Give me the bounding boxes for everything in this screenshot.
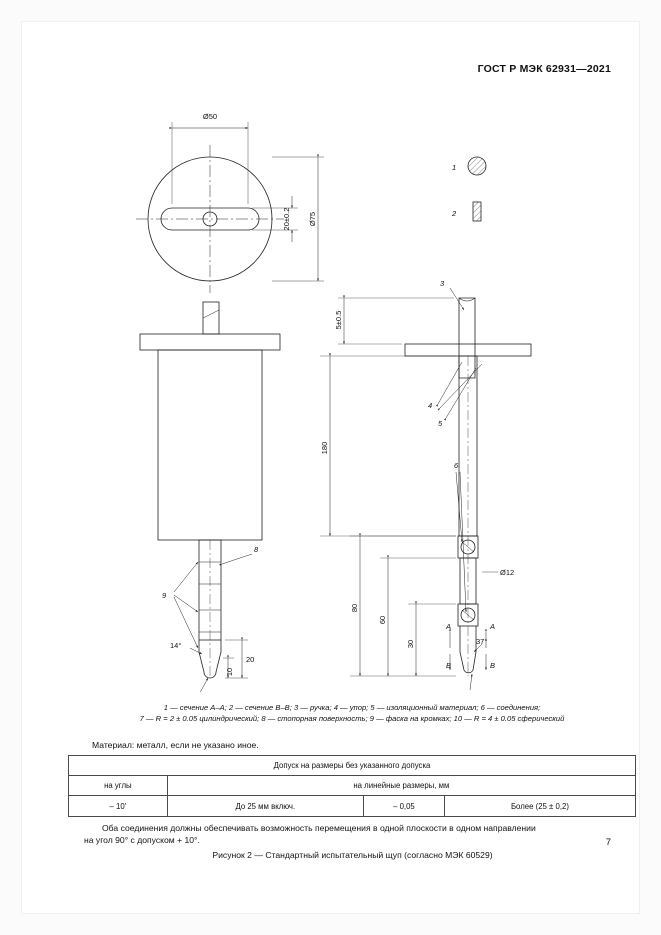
figure-caption: Рисунок 2 — Стандартный испытательный щуп (согласно МЭК 60529) — [212, 850, 493, 860]
dim-diameter-12: Ø12 — [500, 568, 515, 577]
section-mark-b-left: B — [446, 661, 452, 670]
material-note: Материал: металл, если не указано иное. — [92, 740, 259, 750]
tolerance-table — [68, 755, 636, 817]
closing-note — [84, 822, 624, 847]
dim-180: 180 — [320, 441, 329, 455]
section-mark-a-right: A — [490, 622, 496, 631]
tolerance-value-over25: Более (25 ± 0,2) — [444, 796, 635, 817]
dim-diameter-75: Ø75 — [308, 211, 317, 227]
dim-20: 20 — [246, 655, 255, 664]
dim-10: 10 — [225, 667, 234, 677]
figure-legend — [82, 702, 622, 725]
page-number: 7 — [605, 837, 611, 848]
table-row — [69, 796, 636, 817]
table-row — [69, 776, 636, 796]
tolerance-col-angles: на углы — [69, 776, 168, 796]
angle-14: 14° — [170, 641, 182, 650]
dim-diameter-50: Ø50 — [202, 112, 218, 121]
part-label-5: 5 — [438, 419, 443, 428]
tolerance-col-linear: на линейные размеры, мм — [167, 776, 635, 796]
dim-slot-20: 20±0.2 — [282, 207, 291, 231]
dim-30: 30 — [406, 639, 415, 649]
section-mark-b-right: B — [490, 661, 496, 670]
part-label-8: 8 — [254, 545, 259, 554]
section-mark-a-left: A — [446, 622, 452, 631]
drawing-svg — [62, 92, 642, 692]
legend-line-2: 7 — R = 2 ± 0.05 цилиндрический; 8 — стопорная поверхность; 9 — фаска на кромках; 10 — R = 4 ± 0.05 сферический — [139, 714, 565, 724]
closing-note-line-2: на угол 90° с допуском + 10°. — [84, 835, 200, 846]
closing-note-line-1: Оба соединения должны обеспечивать возможность перемещения в одной плоскости в одном направлении — [102, 823, 536, 833]
document-header: ГОСТ Р МЭК 62931—2021 — [477, 63, 611, 75]
document-sheet — [22, 22, 639, 913]
angle-37: 37° — [476, 637, 488, 646]
tolerance-value-angles: – 10' — [69, 796, 168, 817]
part-label-1: 1 — [452, 163, 457, 172]
part-label-2: 2 — [452, 209, 457, 218]
part-label-9: 9 — [162, 591, 167, 600]
legend-line-1: 1 — сечение А–А; 2 — сечение В–В; 3 — ручка; 4 — упор; 5 — изоляционный материал; 6 — соединения; — [163, 703, 541, 712]
tolerance-value-linear: – 0,05 — [363, 796, 444, 817]
technical-drawing — [62, 92, 642, 692]
dim-80: 80 — [350, 603, 359, 613]
part-label-7 — [466, 691, 471, 692]
table-row — [69, 756, 636, 776]
tolerance-value-upto25: До 25 мм включ. — [167, 796, 363, 817]
tolerance-table-title: Допуск на размеры без указанного допуска — [69, 756, 636, 776]
dim-5-05: 5±0.5 — [334, 310, 343, 330]
part-label-3: 3 — [440, 279, 445, 288]
dim-60: 60 — [378, 615, 387, 625]
part-label-6: 6 — [454, 461, 459, 470]
part-label-4: 4 — [428, 401, 433, 410]
